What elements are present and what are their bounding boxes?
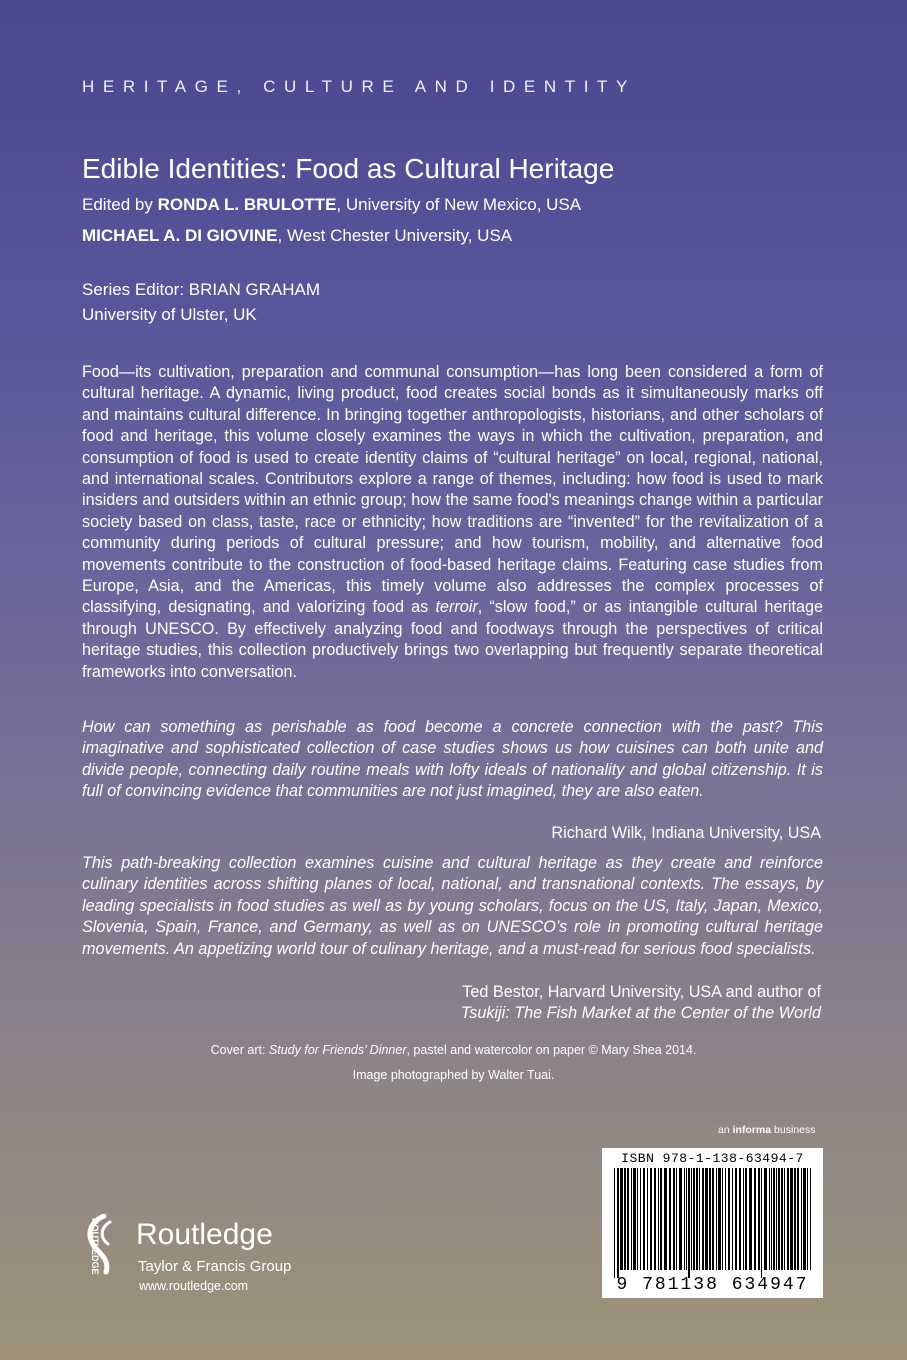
publisher-group: Taylor & Francis Group [138,1258,292,1275]
barcode-bar [693,1168,695,1270]
description-italic-term: terroir [435,598,478,617]
barcode-bar [679,1168,682,1270]
barcode-bar [778,1168,780,1270]
editor-1-affiliation: , University of New Mexico, USA [336,195,582,214]
endorsement-quote-2: This path-breaking collection examines cuisine and cultural heritage as they create and reinforce culinary identities across shifting planes of local, national, and transnational contexts. The essays, by leading specialists in food studies as well as by young scholars, focus on the US, Italy, Japan, Mexico, Slovenia, Spain, France, and Germany, as well as on UNESCO’s role in promoting cultural heritage movements. An appetizing world tour of culinary heritage, and a must-read for serious food specialists. [82,854,823,958]
barcode-bar [640,1168,641,1270]
endorsement-attribution-2-work: Tsukiji: The Fish Market at the Center of the World [460,1004,821,1022]
isbn-label: ISBN 978-1-138-63494-7 [621,1151,804,1166]
editor-line-1 [82,195,581,215]
barcode-bar [705,1168,708,1270]
barcode-bar [749,1168,752,1270]
barcode-bar [686,1168,687,1270]
barcode-bar [627,1168,629,1270]
barcode-bar [739,1168,741,1270]
cover-art-prefix: Cover art: [210,1043,269,1057]
barcode-bar [761,1168,762,1278]
endorsement-attribution-1: Richard Wilk, Indiana University, USA [551,824,821,842]
barcode-bar [807,1168,808,1270]
barcode-bar [633,1168,636,1270]
barcode-bar [699,1168,700,1270]
editor-2-affiliation: , West Chester University, USA [277,226,513,245]
barcode-bar [797,1168,799,1270]
barcode-bar [620,1168,623,1270]
editor-1-name: RONDA L. BRULOTTE [157,195,337,214]
barcode-bar [643,1168,645,1270]
endorsement-quote-1: How can something as perishable as food become a concrete connection with the past? This imaginative and sophisticated collection of case studies shows us how cuisines can both unite and divide people, connecting daily routine meals with lofty ideals of nationality and global citizenship. It is full of convincing evidence that communities are not just imagined, they are also eaten. [82,718,823,801]
barcode-bar [702,1168,704,1270]
barcode-bar [787,1168,789,1270]
barcode-bar [781,1168,783,1270]
barcode-bar [718,1168,721,1270]
barcode-bar [658,1168,659,1270]
barcode-bar [691,1168,692,1270]
series-editor-affiliation: University of Ulster, UK [82,305,257,324]
barcode-bar [773,1168,775,1270]
barcode-bar [673,1168,675,1270]
barcode-bar [664,1168,667,1270]
editor-line-2 [82,226,512,246]
barcode-bar [650,1168,652,1270]
barcode-bar [684,1168,685,1270]
barcode-bar [676,1168,677,1270]
barcode-bar [776,1168,777,1270]
barcode-bar [725,1168,726,1270]
barcode-bars [614,1168,811,1278]
barcode-bar [669,1168,671,1270]
barcode-digits: 9 781138 634947 [616,1275,809,1295]
barcode-bar [784,1168,785,1270]
barcode-bar [647,1168,648,1270]
barcode-bar [712,1168,714,1270]
photo-credit: Image photographed by Walter Tuai. [352,1068,555,1082]
barcode-bar [794,1168,796,1270]
barcode-bar [764,1168,767,1270]
description-part-2: , “slow food,” or as intangible cultural heritage through UNESCO. By effectively analyzing food and foodways through the perspectives of critical heritage studies, this collection productively brings two overlapping but frequently separate theoretical frameworks into conversation. [82,598,823,681]
barcode-bar [790,1168,793,1270]
barcode-bar [637,1168,638,1270]
publisher-name: Routledge [136,1218,273,1251]
barcode-bar [696,1168,698,1270]
barcode-bar [810,1168,811,1270]
cover-art-work: Study for Friends’ Dinner [268,1043,407,1057]
barcode-bar [735,1168,737,1270]
barcode-bar [688,1168,690,1278]
barcode-bar [716,1168,717,1270]
editor-2-name: MICHAEL A. DI GIOVINE [82,226,278,245]
series-name: HERITAGE, CULTURE AND IDENTITY [82,77,636,96]
barcode-bar [754,1168,756,1270]
barcode-bar [654,1168,656,1270]
isbn-barcode [602,1148,823,1298]
informa-suffix: business [771,1124,816,1136]
barcode-bar [617,1168,619,1278]
series-editor: Series Editor: BRIAN GRAHAM [82,280,321,299]
barcode-bar [769,1168,770,1270]
barcode-bar [614,1168,615,1278]
edited-by-prefix: Edited by [82,195,158,214]
barcode-bar [660,1168,662,1270]
informa-brand: informa [732,1124,772,1136]
routledge-logo-icon [80,1214,120,1292]
barcode-bar [745,1168,747,1270]
cover-art-credit [0,1043,907,1057]
barcode-bar [758,1168,760,1270]
informa-prefix: an [718,1124,733,1136]
routledge-logo-text: ROUTLEDGE [90,1218,100,1275]
barcode-bar [803,1168,806,1270]
barcode-bar [732,1168,733,1270]
informa-tagline [718,1124,815,1136]
cover-art-suffix: , pastel and watercolor on paper © Mary Shea 2014. [406,1043,697,1057]
publisher-url[interactable]: www.routledge.com [139,1279,249,1293]
endorsement-attribution-2: Ted Bestor, Harvard University, USA and author of [462,983,821,1001]
description [82,362,823,683]
barcode-bar [743,1168,744,1270]
description-part-1: Food—its cultivation, preparation and communal consumption—has long been considered a form of cultural heritage. A dynamic, living product, food creates social bonds as it simultaneously marks off and maintains cultural difference. In bringing together anthropologists, historians, and other scholars of food and heritage, this volume closely examines the ways in which the cultivation, preparation, and consumption of food is used to create identity claims of “cultural heritage” on local, regional, national, and international scales. Contributors explore a range of themes, including: how food is used to mark insiders and outsiders within an ethnic group; how the same food's meanings change within a particular society based on class, taste, race or ethnicity; how traditions are “invented” for the revitalization of a community during periods of cultural pressure; and how tourism, mobility, and alternative food movements contribute to the construction of food-based heritage claims. Featuring case studies from Europe, Asia, and the Americas, this timely volume also addresses the complex processes of classifying, designating, and valorizing food as [82,363,823,617]
barcode-bar [631,1168,632,1270]
barcode-bar [624,1168,626,1270]
barcode-bar [801,1168,802,1270]
barcode-bar [709,1168,711,1270]
barcode-bar [771,1168,772,1270]
barcode-bar [728,1168,730,1270]
barcode-bar [722,1168,723,1270]
book-title: Edible Identities: Food as Cultural Heritage [82,153,615,184]
